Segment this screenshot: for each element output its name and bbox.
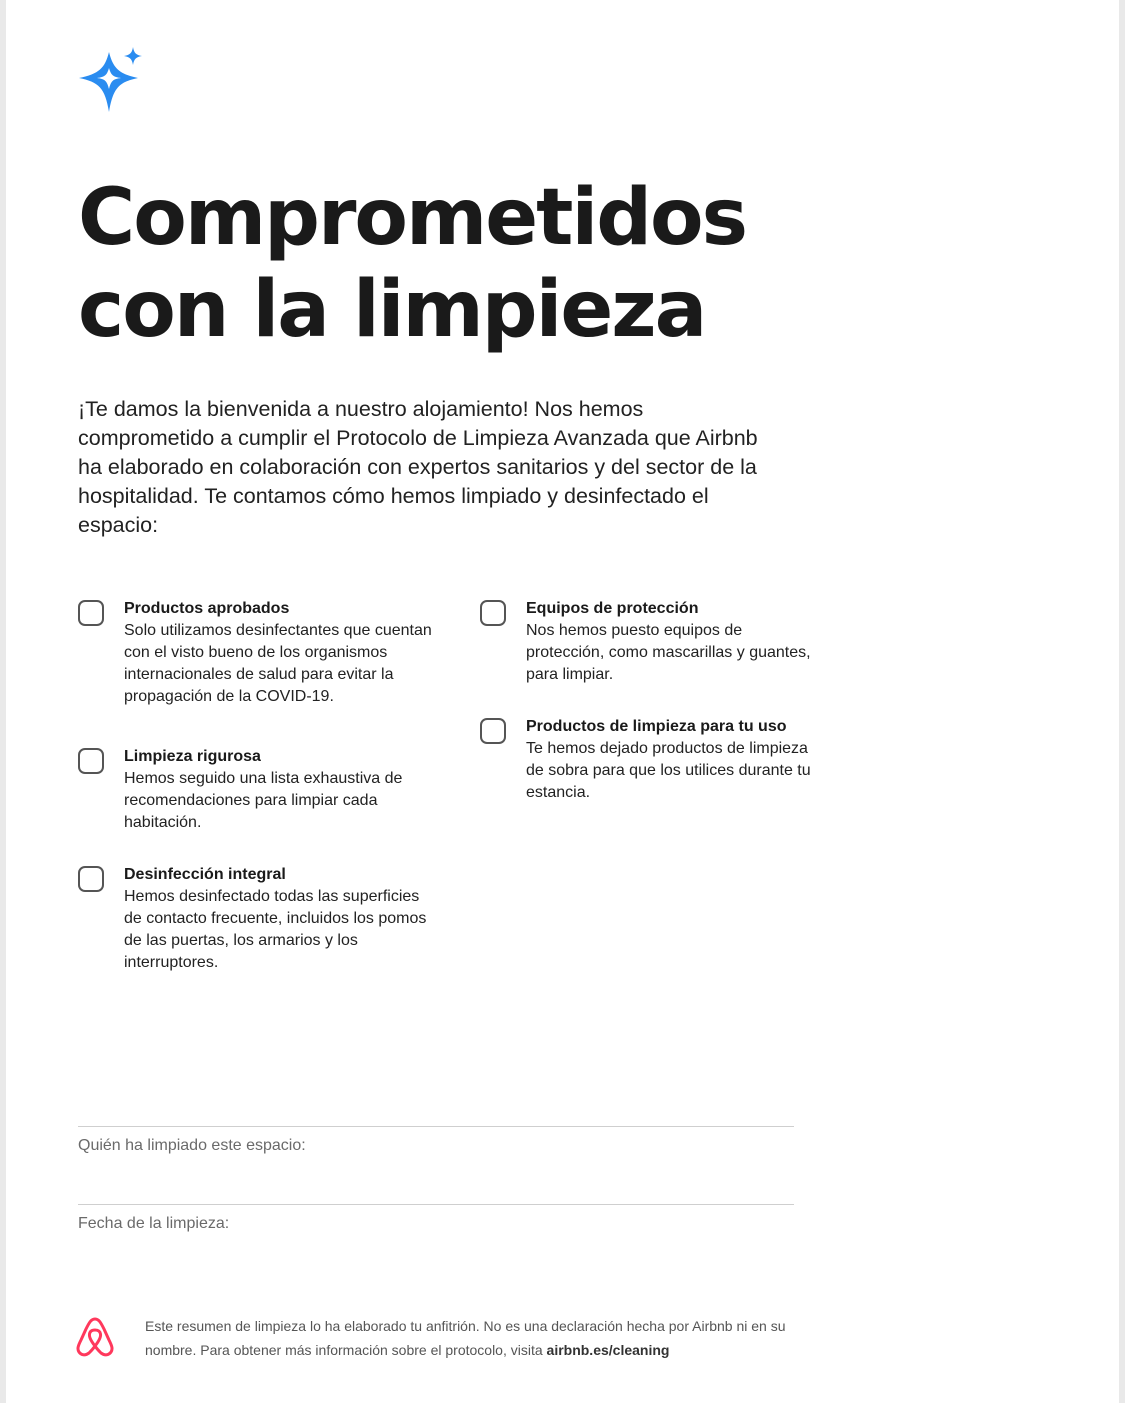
date-field-label: Fecha de la limpieza: (78, 1215, 230, 1232)
checklist-item-productos-aprobados (78, 598, 438, 708)
checkbox[interactable] (480, 718, 506, 744)
cleaner-field-line (78, 1126, 794, 1127)
date-field-line (78, 1204, 794, 1205)
checklist-item-title: Limpieza rigurosa (124, 748, 261, 765)
checklist-item-productos-limpieza (480, 716, 820, 804)
checklist-right-column (480, 598, 820, 804)
checklist-item-description: Hemos desinfectado todas las superficies de contacto frecuente, incluidos los pomos de las puertas, los armarios y los interruptores. (124, 888, 427, 971)
checklist-item-description: Nos hemos puesto equipos de protección, como mascarillas y guantes, para limpiar. (526, 622, 811, 683)
checkbox[interactable] (480, 600, 506, 626)
page-title (78, 172, 746, 356)
checklist-left-column (78, 598, 438, 974)
checklist-item-description: Hemos seguido una lista exhaustiva de recomendaciones para limpiar cada habitación. (124, 770, 403, 831)
checklist-item-desinfeccion-integral (78, 864, 438, 974)
checklist-item-description: Te hemos dejado productos de limpieza de sobra para que los utilices durante tu estancia. (526, 740, 811, 801)
checklist-item-title: Productos aprobados (124, 600, 290, 617)
cleaner-field-label: Quién ha limpiado este espacio: (78, 1137, 306, 1154)
sparkle-icon (76, 44, 146, 114)
checklist-item-title: Productos de limpieza para tu uso (526, 718, 787, 735)
document-page (6, 0, 1119, 1403)
airbnb-logo-icon (76, 1316, 114, 1358)
title-line-2: con la limpieza (78, 265, 706, 355)
checklist-item-limpieza-rigurosa (78, 746, 438, 834)
intro-paragraph: ¡Te damos la bienvenida a nuestro alojamiento! Nos hemos comprometido a cumplir el Protocolo de Limpieza Avanzada que Airbnb ha elaborado en colaboración con expertos sanitarios y del sector de la hospitalidad. Te contamos cómo hemos limpiado y desinfectado el espacio: (78, 397, 758, 537)
checklist-item-equipos-proteccion (480, 598, 820, 686)
checkbox[interactable] (78, 866, 104, 892)
checkbox[interactable] (78, 600, 104, 626)
title-line-1: Comprometidos (78, 173, 747, 263)
checklist-item-title: Desinfección integral (124, 866, 286, 883)
footer-text: Este resumen de limpieza lo ha elaborado tu anfitrión. No es una declaración hecha por Airbnb ni en su nombre. Para obtener más información sobre el protocolo, visita (145, 1318, 786, 1358)
footer-link[interactable]: airbnb.es/cleaning (546, 1342, 670, 1358)
checklist-item-title: Equipos de protección (526, 600, 699, 617)
checkbox[interactable] (78, 748, 104, 774)
checklist-item-description: Solo utilizamos desinfectantes que cuentan con el visto bueno de los organismos internacionales de salud para evitar la propagación de la COVID-19. (124, 622, 432, 705)
footer-disclaimer (145, 1314, 795, 1362)
